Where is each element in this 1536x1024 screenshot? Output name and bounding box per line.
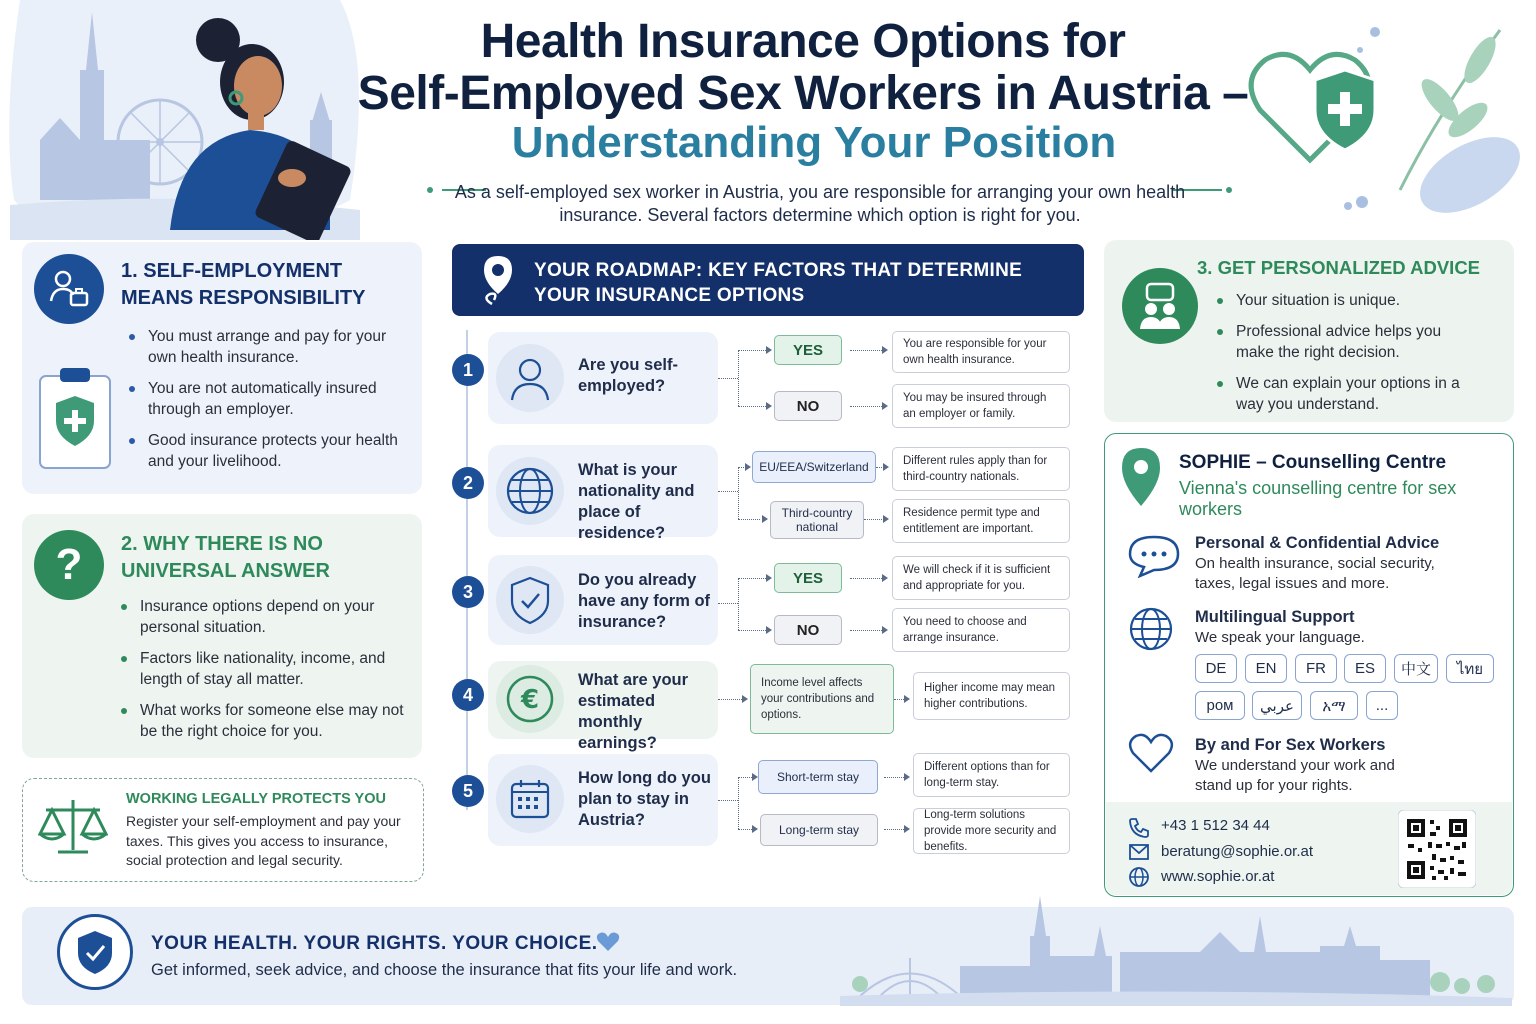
language-badge: EN [1245, 654, 1287, 683]
feature-text: We speak your language. [1195, 629, 1365, 646]
bullet-item: You are not automatically insured through an employer. [128, 378, 408, 420]
globe-icon [496, 457, 564, 525]
page-subtitle: Understanding Your Position [511, 118, 1117, 167]
language-badge: ไทย [1446, 654, 1494, 683]
option-result: Long-term solutions provide more security and benefits. [913, 808, 1070, 854]
people-chat-icon [1122, 268, 1198, 344]
step-question: Do you already have any form of insurance? [578, 571, 711, 631]
bullet-item: Good insurance protects your health and your livelihood. [128, 430, 408, 472]
person-briefcase-icon [34, 254, 104, 324]
option-no: NO [774, 391, 842, 421]
chat-bubble-icon [1126, 534, 1182, 578]
step-question: What is your nationality and place of residence? [578, 461, 695, 542]
option-result: Higher income may mean higher contributions. [913, 672, 1070, 720]
page-title-line-2: Self-Employed Sex Workers in Austria – [357, 67, 1249, 120]
website-link[interactable]: www.sophie.or.at [1161, 868, 1275, 885]
footer-text: Get informed, seek advice, and choose the insurance that fits your life and work. [151, 961, 738, 979]
step-question: Are you self-employed? [578, 356, 678, 395]
language-badge: ром [1195, 691, 1245, 720]
calendar-icon [496, 765, 564, 833]
section3-bullets [1216, 290, 1476, 425]
location-pin-icon [1120, 446, 1162, 508]
legal-text: Register your self-employment and pay your taxes. This gives you access to insurance, social protection and legal security. [126, 813, 401, 868]
phone-icon [1128, 816, 1150, 838]
email-icon [1128, 843, 1150, 861]
person-icon [496, 344, 564, 412]
option-long-term: Long-term stay [760, 814, 878, 846]
language-badge: ES [1344, 654, 1386, 683]
map-pin-icon [478, 254, 518, 306]
section1-bullets [128, 326, 408, 482]
sophie-name: SOPHIE – Counselling Centre [1179, 452, 1447, 473]
shield-check-icon [57, 914, 133, 990]
option-yes: YES [774, 563, 842, 593]
step-number: 3 [452, 576, 484, 608]
step-number: 2 [452, 467, 484, 499]
bullet-item: Professional advice helps you make the right decision. [1216, 321, 1476, 363]
step-question: What are your estimated monthly earnings? [578, 671, 689, 752]
bullet-item: What works for someone else may not be the right choice for you. [120, 700, 410, 742]
option-result: Different rules apply than for third-country nationals. [892, 447, 1070, 491]
question-mark-icon: ? [34, 530, 104, 600]
bullet-item: Insurance options depend on your personal situation. [120, 596, 410, 638]
option-result: Different options than for long-term stay. [913, 753, 1070, 797]
email-link[interactable]: beratung@sophie.or.at [1161, 843, 1313, 860]
vienna-skyline-illustration [840, 896, 1512, 1006]
income-info-box: Income level affects your contributions and options. [750, 664, 894, 734]
feature-title: Personal & Confidential Advice [1195, 534, 1440, 552]
bullet-item: Your situation is unique. [1216, 290, 1476, 311]
section2-title: 2. WHY THERE IS NO UNIVERSAL ANSWER [121, 533, 330, 582]
legal-title: WORKING LEGALLY PROTECTS YOU [126, 791, 386, 807]
option-no: NO [774, 615, 842, 645]
heart-icon [596, 932, 620, 952]
step-number: 1 [452, 354, 484, 386]
language-badge: عربي [1252, 691, 1302, 720]
decorative-dot [1226, 187, 1232, 193]
feature-title: By and For Sex Workers [1195, 736, 1386, 754]
option-short-term: Short-term stay [758, 760, 878, 794]
option-result: You are responsible for your own health insurance. [892, 331, 1070, 373]
heart-icon [1128, 732, 1174, 774]
section1-title: 1. SELF-EMPLOYMENT MEANS RESPONSIBILITY [121, 260, 366, 309]
qr-code-icon[interactable] [1398, 810, 1476, 888]
feature-title: Multilingual Support [1195, 608, 1355, 626]
website-globe-icon [1128, 866, 1150, 888]
euro-icon [496, 665, 564, 733]
page-title-line-1: Health Insurance Options for [480, 15, 1126, 68]
scales-icon [38, 796, 108, 858]
option-yes: YES [774, 335, 842, 365]
roadmap-timeline [466, 330, 468, 810]
feature-text: On health insurance, social security, taxes, legal issues and more. [1195, 555, 1435, 592]
bullet-item: You must arrange and pay for your own health insurance. [128, 326, 408, 368]
language-badge: አማ [1310, 691, 1358, 720]
option-result: We will check if it is sufficient and appropriate for you. [892, 556, 1070, 600]
option-result: You need to choose and arrange insurance. [892, 608, 1070, 652]
svg-text:€: € [520, 685, 540, 715]
language-badge: ... [1366, 691, 1398, 720]
language-badge: 中文 [1394, 654, 1438, 683]
feature-text: We understand your work and stand up for your rights. [1195, 757, 1395, 794]
intro-text: As a self-employed sex worker in Austria, you are responsible for arranging your own health insurance. Several factors determine which option is right for you. [454, 182, 1186, 225]
shield-check-icon [496, 566, 564, 634]
clipboard-shield-icon [36, 366, 120, 472]
option-result: Residence permit type and entitlement are important. [892, 499, 1070, 543]
option-result: You may be insured through an employer or family. [892, 384, 1070, 428]
section2-bullets [120, 596, 410, 752]
phone-link[interactable]: +43 1 512 34 44 [1161, 817, 1270, 834]
language-badge: DE [1195, 654, 1237, 683]
sophie-tagline: Vienna's counselling centre for sex workers [1179, 478, 1457, 519]
language-badge: FR [1295, 654, 1337, 683]
step-number: 5 [452, 775, 484, 807]
section3-title: 3. GET PERSONALIZED ADVICE [1197, 257, 1481, 278]
step-question: How long do you plan to stay in Austria? [578, 769, 711, 829]
footer-slogan: YOUR HEALTH. YOUR RIGHTS. YOUR CHOICE. [151, 933, 598, 954]
globe-icon [1128, 606, 1174, 652]
option-third-country: Third-country national [770, 501, 864, 539]
step-number: 4 [452, 679, 484, 711]
bullet-item: Factors like nationality, income, and length of stay all matter. [120, 648, 410, 690]
roadmap-title: YOUR ROADMAP: KEY FACTORS THAT DETERMINE YOUR INSURANCE OPTIONS [534, 260, 1023, 306]
bullet-item: We can explain your options in a way you understand. [1216, 373, 1476, 415]
option-eu: EU/EEA/Switzerland [752, 451, 876, 483]
